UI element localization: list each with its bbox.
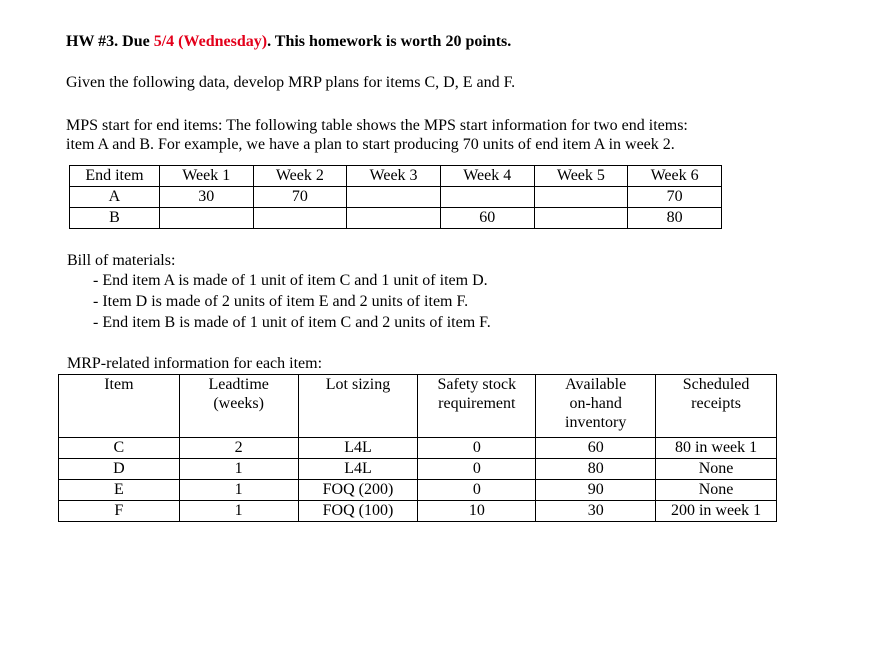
- mps-cell: [159, 208, 253, 229]
- mrp-cell: F: [59, 501, 180, 522]
- mrp-cell: 1: [179, 459, 298, 480]
- mps-cell: 60: [440, 208, 534, 229]
- intro-text: Given the following data, develop MRP plans for items C, D, E and F.: [66, 74, 516, 91]
- bom-item: - End item B is made of 1 unit of item C and 2 units of item F.: [93, 314, 491, 331]
- mps-header-row: [70, 166, 722, 187]
- mps-cell: [347, 187, 441, 208]
- mrp-cell: 0: [418, 480, 536, 501]
- bom-item: - Item D is made of 2 units of item E and 2 units of item F.: [93, 293, 469, 310]
- mps-cell: [253, 208, 347, 229]
- mrp-column-header: Scheduled receipts: [656, 375, 777, 438]
- mps-column-header: Week 5: [534, 166, 628, 187]
- title-prefix: HW #3. Due: [66, 33, 154, 50]
- mrp-cell: 80: [536, 459, 656, 480]
- mps-column-header: End item: [70, 166, 160, 187]
- mps-description-line2: item A and B. For example, we have a plan to start producing 70 units of end item A in week 2.: [66, 136, 675, 153]
- mps-cell: B: [70, 208, 160, 229]
- mrp-column-header: Item: [59, 375, 180, 438]
- mrp-cell: FOQ (200): [298, 480, 418, 501]
- mrp-cell: 1: [179, 501, 298, 522]
- table-row: [70, 208, 722, 229]
- mrp-column-header: Leadtime (weeks): [179, 375, 298, 438]
- table-row: [59, 501, 777, 522]
- mrp-cell: None: [656, 480, 777, 501]
- mrp-cell: 30: [536, 501, 656, 522]
- mps-column-header: Week 2: [253, 166, 347, 187]
- mrp-cell: FOQ (100): [298, 501, 418, 522]
- mps-cell: [440, 187, 534, 208]
- mps-column-header: Week 3: [347, 166, 441, 187]
- mps-cell: 80: [628, 208, 722, 229]
- mps-cell: [534, 208, 628, 229]
- due-date: 5/4 (Wednesday): [153, 33, 268, 50]
- mrp-cell: 10: [418, 501, 536, 522]
- mrp-column-header: Safety stock requirement: [418, 375, 536, 438]
- mps-description-line1: MPS start for end items: The following table shows the MPS start information for two end items:: [66, 117, 688, 134]
- mrp-heading: MRP-related information for each item:: [67, 355, 323, 372]
- mps-table: [69, 165, 722, 229]
- mps-column-header: Week 4: [440, 166, 534, 187]
- bom-item: - End item A is made of 1 unit of item C and 1 unit of item D.: [93, 272, 488, 289]
- table-row: [59, 459, 777, 480]
- mrp-cell: 0: [418, 459, 536, 480]
- mrp-table: [58, 374, 777, 522]
- mrp-cell: C: [59, 438, 180, 459]
- mrp-cell: L4L: [298, 438, 418, 459]
- mps-cell: 30: [159, 187, 253, 208]
- mrp-cell: 90: [536, 480, 656, 501]
- title-suffix: . This homework is worth 20 points.: [267, 33, 512, 50]
- mps-cell: [534, 187, 628, 208]
- table-row: [59, 480, 777, 501]
- mrp-column-header: Available on-hand inventory: [536, 375, 656, 438]
- bom-heading: Bill of materials:: [67, 252, 176, 269]
- mps-column-header: Week 1: [159, 166, 253, 187]
- mrp-cell: E: [59, 480, 180, 501]
- mrp-header-row: [59, 375, 777, 438]
- mrp-cell: 1: [179, 480, 298, 501]
- mps-cell: A: [70, 187, 160, 208]
- mps-column-header: Week 6: [628, 166, 722, 187]
- mps-cell: 70: [253, 187, 347, 208]
- assignment-title: [66, 33, 511, 51]
- table-row: [70, 187, 722, 208]
- mps-cell: [347, 208, 441, 229]
- mrp-column-header: Lot sizing: [298, 375, 418, 438]
- mrp-cell: L4L: [298, 459, 418, 480]
- mps-cell: 70: [628, 187, 722, 208]
- mrp-cell: 60: [536, 438, 656, 459]
- table-row: [59, 438, 777, 459]
- mrp-cell: D: [59, 459, 180, 480]
- mrp-cell: 200 in week 1: [656, 501, 777, 522]
- mrp-cell: 2: [179, 438, 298, 459]
- mrp-cell: 80 in week 1: [656, 438, 777, 459]
- mrp-cell: None: [656, 459, 777, 480]
- mrp-cell: 0: [418, 438, 536, 459]
